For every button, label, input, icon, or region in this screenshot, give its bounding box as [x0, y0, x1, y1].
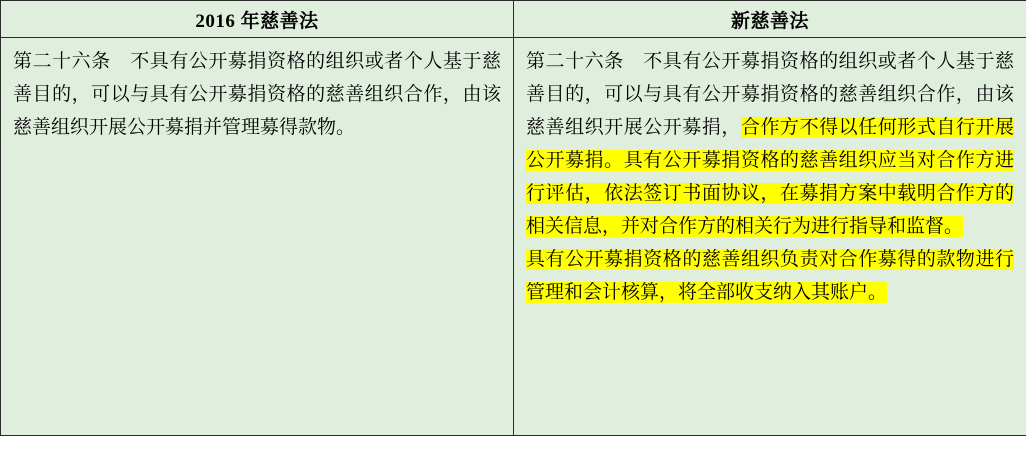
table-row [1, 38, 1026, 436]
new-law-highlighted-text-1: 合作方不得以任何形式自行开展公开募捐。具有公开募捐资格的慈善组织应当对合作方进行评估，依法签订书面协议，在募捐方案中载明合作方的相关信息，并对合作方的相关行为进行指导和监督。 [526, 117, 1014, 237]
old-law-paragraph: 第二十六条 不具有公开募捐资格的组织或者个人基于慈善目的，可以与具有公开募捐资格的慈善组织合作，由该慈善组织开展公开募捐并管理募得款物。 [13, 51, 501, 138]
column-header-old-law: 2016 年慈善法 [1, 1, 514, 38]
new-law-plain-text-1: 第二十六条 不具有公开募捐资格的组织或者个人基于慈善目的，可以与具有公开募捐资格的慈善组织合作，由该慈善组织开展公开募捐， [526, 51, 1014, 138]
new-law-paragraph-2 [526, 243, 1014, 309]
new-law-highlighted-text-2: 具有公开募捐资格的慈善组织负责对合作募得的款物进行管理和会计核算，将全部收支纳入其账户。 [526, 249, 1014, 303]
new-law-paragraph-1 [526, 45, 1014, 243]
column-header-new-law: 新慈善法 [514, 1, 1026, 38]
old-law-text-block [1, 38, 513, 435]
cell-new-law [514, 38, 1026, 436]
table-header-row [1, 1, 1026, 38]
cell-old-law [1, 38, 514, 436]
new-law-text-block [514, 38, 1026, 435]
